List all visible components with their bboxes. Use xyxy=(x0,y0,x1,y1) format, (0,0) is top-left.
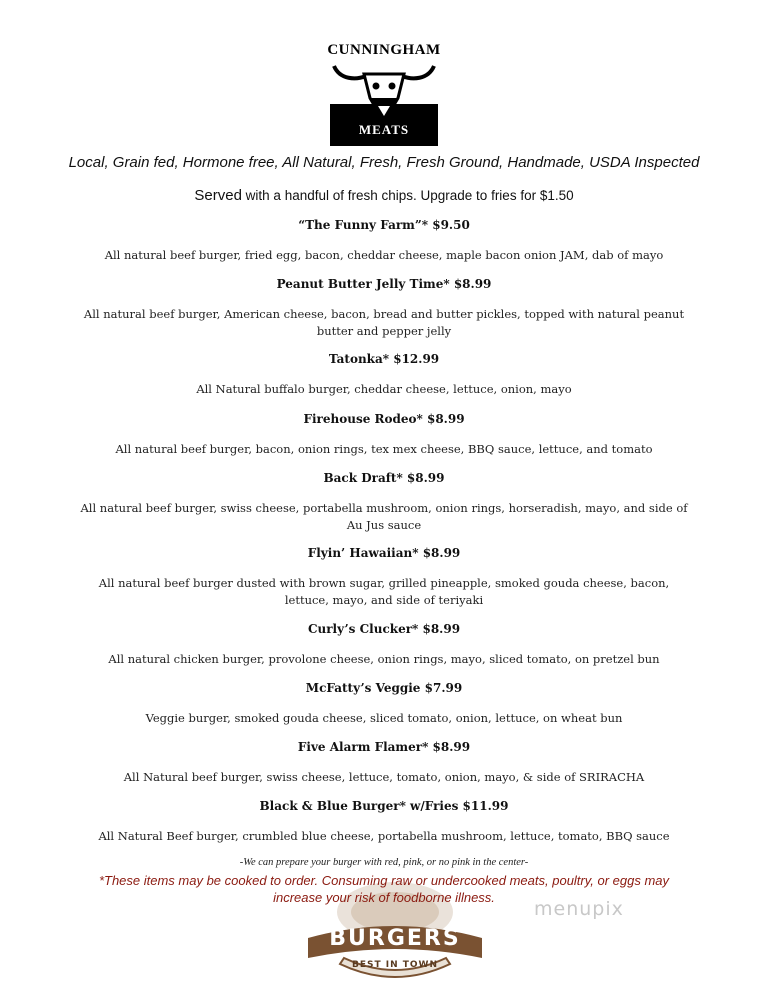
item-title-firehouse-rodeo: Firehouse Rodeo* $8.99 xyxy=(303,412,465,426)
served-rest: with a handful of fresh chips. Upgrade to fries for $1.50 xyxy=(241,188,574,203)
item-desc-pbj-time: All natural beef burger, American cheese, bacon, bread and butter pickles, topped with natural peanut butter and pepper jelly xyxy=(83,307,685,338)
menupix-watermark: menupix xyxy=(534,898,624,920)
item-desc-tatonka: All Natural buffalo burger, cheddar cheese, lettuce, onion, mayo xyxy=(196,382,572,396)
cunningham-meats-logo xyxy=(326,40,442,146)
badge-word: BURGERS xyxy=(329,926,461,951)
item-desc-flyin-hawaiian: All natural beef burger dusted with brown sugar, grilled pineapple, smoked gouda cheese, bacon, lettuce, mayo, and side of teriyaki xyxy=(98,576,670,607)
item-title-curlys-clucker: Curly’s Clucker* $8.99 xyxy=(307,622,461,636)
item-desc-black-blue-burger: All Natural Beef burger, crumbled blue cheese, portabella mushroom, lettuce, tomato, BBQ sauce xyxy=(98,829,670,843)
item-title-tatonka: Tatonka* $12.99 xyxy=(328,352,440,366)
logo-top-text: CUNNINGHAM xyxy=(327,42,441,58)
item-title-funny-farm: “The Funny Farm”* $9.50 xyxy=(298,218,470,232)
tagline: Local, Grain fed, Hormone free, All Natural, Fresh, Fresh Ground, Handmade, USDA Inspected xyxy=(68,154,700,171)
doneness-note: -We can prepare your burger with red, pink, or no pink in the center- xyxy=(239,857,529,868)
item-title-black-blue-burger: Black & Blue Burger* w/Fries $11.99 xyxy=(259,799,509,813)
item-title-five-alarm-flamer: Five Alarm Flamer* $8.99 xyxy=(297,740,471,754)
item-desc-five-alarm-flamer: All Natural beef burger, swiss cheese, lettuce, tomato, onion, mayo, & side of SRIRACHA xyxy=(123,770,645,784)
item-title-mcfattys-veggie: McFatty’s Veggie $7.99 xyxy=(305,681,463,695)
item-desc-firehouse-rodeo: All natural beef burger, bacon, onion rings, tex mex cheese, BBQ sauce, lettuce, and tomato xyxy=(115,442,653,456)
served-lead: Served xyxy=(194,187,242,204)
served-with-note xyxy=(0,187,768,204)
item-title-back-draft: Back Draft* $8.99 xyxy=(323,471,445,485)
food-safety-warning: *These items may be cooked to order. Consuming raw or undercooked meats, poultry, or eggs may increase your risk of foodborne illness. xyxy=(98,873,670,905)
item-title-flyin-hawaiian: Flyin’ Hawaiian* $8.99 xyxy=(307,546,461,560)
item-desc-funny-farm: All natural beef burger, fried egg, bacon, cheddar cheese, maple bacon onion JAM, dab of mayo xyxy=(104,248,664,262)
item-title-pbj-time: Peanut Butter Jelly Time* $8.99 xyxy=(276,277,492,291)
logo-bottom-text: MEATS xyxy=(358,122,410,137)
badge-subtext: BEST IN TOWN xyxy=(351,960,439,970)
item-desc-mcfattys-veggie: Veggie burger, smoked gouda cheese, sliced tomato, onion, lettuce, on wheat bun xyxy=(145,711,623,725)
item-desc-curlys-clucker: All natural chicken burger, provolone cheese, onion rings, mayo, sliced tomato, on pretzel bun xyxy=(108,652,660,666)
item-desc-back-draft: All natural beef burger, swiss cheese, portabella mushroom, onion rings, horseradish, mayo, and side of Au Jus sauce xyxy=(80,501,688,532)
